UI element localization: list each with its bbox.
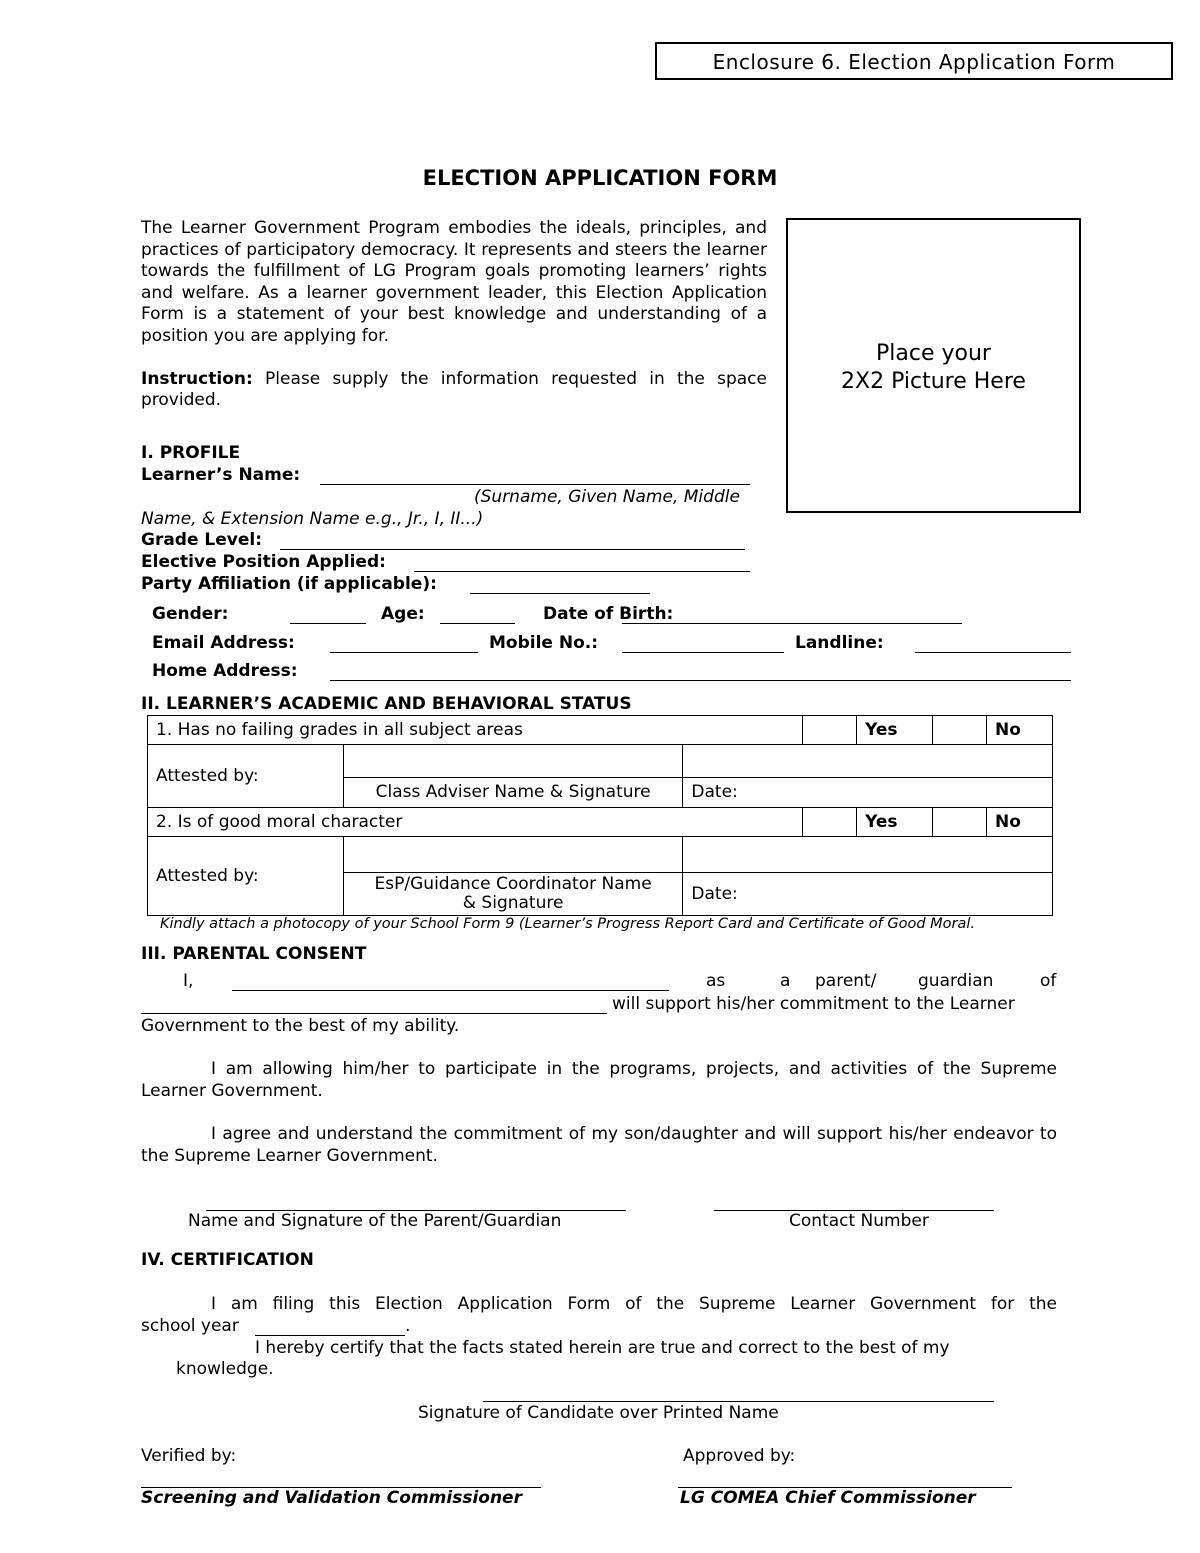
table-row [148, 808, 1053, 837]
table-row [148, 837, 1053, 873]
intro-block [141, 218, 767, 412]
instruction-text: Please supply the information requested in the space provided. [141, 368, 767, 411]
email-field[interactable] [330, 652, 478, 653]
form-title: ELECTION APPLICATION FORM [422, 166, 778, 190]
cert-period: . [405, 1316, 411, 1336]
candidate-signature-line[interactable] [483, 1401, 994, 1402]
age-field[interactable] [440, 623, 515, 624]
consent-of: of [1040, 971, 1057, 991]
consent-as: as [706, 971, 726, 991]
landline-field[interactable] [915, 652, 1071, 653]
comea-commissioner: LG COMEA Chief Commissioner [680, 1488, 976, 1508]
cert-line-3: knowledge. [176, 1359, 274, 1379]
esp-caption-2: & Signature [462, 893, 564, 914]
approved-label: Approved by: [683, 1446, 796, 1466]
consent-paragraph-2: I am allowing him/her to participate in the programs, projects, and activities of the Supreme Learner Government. [141, 1059, 1057, 1101]
consent-i: I, [183, 971, 194, 991]
gender-label: Gender: [152, 604, 229, 624]
no-label-1: No [986, 716, 1052, 745]
landline-label: Landline: [795, 633, 884, 653]
contact-number-caption: Contact Number [789, 1211, 929, 1231]
mobile-field[interactable] [622, 652, 784, 653]
name-label: Learner’s Name: [141, 465, 301, 485]
photo-line-2: 2X2 Picture Here [841, 369, 1026, 394]
cert-line-2: I hereby certify that the facts stated herein are true and correct to the best of my [255, 1338, 950, 1358]
verified-label: Verified by: [141, 1446, 237, 1466]
screening-commissioner: Screening and Validation Commissioner [141, 1488, 522, 1508]
name-hint-1: (Surname, Given Name, Middle [474, 487, 740, 507]
photo-placeholder [788, 340, 1079, 396]
party-field[interactable] [470, 593, 650, 594]
name-field[interactable] [320, 484, 750, 485]
age-label: Age: [381, 604, 425, 624]
esp-caption [343, 873, 683, 916]
date-label-1: Date: [683, 777, 1053, 807]
name-hint-2: Name, & Extension Name e.g., Jr., I, II...) [141, 509, 484, 529]
parent-name-field[interactable] [232, 990, 669, 991]
grade-label: Grade Level: [141, 530, 263, 550]
status-heading: II. LEARNER’S ACADEMIC AND BEHAVIORAL STATUS [141, 694, 632, 714]
consent-support-2: Government to the best of my ability. [141, 1016, 460, 1036]
attach-note: Kindly attach a photocopy of your School Form 9 (Learner’s Progress Report Card and Certificate of Good Moral. [160, 916, 976, 932]
dob-label: Date of Birth: [543, 604, 674, 624]
address-field[interactable] [330, 680, 1071, 681]
consent-a: a [780, 971, 791, 991]
party-label: Party Affiliation (if applicable): [141, 574, 437, 594]
table-row [148, 716, 1053, 745]
consent-paragraph-3: I agree and understand the commitment of my son/daughter and will support his/her endeavor to the Supreme Learner Government. [141, 1124, 1057, 1166]
instruction-paragraph [141, 369, 767, 412]
no-label-2: No [986, 808, 1052, 837]
photo-box[interactable] [786, 218, 1081, 513]
candidate-signature-caption: Signature of Candidate over Printed Name [418, 1403, 779, 1423]
photo-line-1: Place your [876, 341, 991, 366]
status-item-2: 2. Is of good moral character [148, 808, 803, 837]
instruction-label: Instruction: [141, 368, 253, 389]
enclosure-label: Enclosure 6. Election Application Form [655, 42, 1173, 80]
yes-label-2: Yes [857, 808, 933, 837]
consent-guardian: guardian [918, 971, 994, 991]
yes-checkbox-1[interactable] [803, 716, 857, 745]
grade-field[interactable] [280, 549, 745, 550]
adviser-date-field[interactable] [683, 745, 1053, 778]
school-year-field[interactable] [255, 1335, 405, 1336]
profile-heading: I. PROFILE [141, 443, 241, 463]
yes-checkbox-2[interactable] [803, 808, 857, 837]
status-item-1: 1. Has no failing grades in all subject areas [148, 716, 803, 745]
learner-name-field[interactable] [141, 1013, 607, 1014]
cert-line-1: I am filing this Election Application Form of the Supreme Learner Government for the [211, 1294, 1057, 1314]
email-label: Email Address: [152, 633, 295, 653]
consent-heading: III. PARENTAL CONSENT [141, 944, 367, 964]
no-checkbox-1[interactable] [933, 716, 987, 745]
gender-field[interactable] [290, 623, 366, 624]
consent-parent: parent/ [815, 971, 877, 991]
attested-label-2: Attested by: [148, 837, 344, 916]
parent-signature-caption: Name and Signature of the Parent/Guardian [188, 1211, 562, 1231]
no-checkbox-2[interactable] [933, 808, 987, 837]
cert-school-year-label: school year [141, 1316, 239, 1336]
intro-paragraph: The Learner Government Program embodies the ideals, principles, and practices of participatory democracy. It represents and steers the learner towards the fulfillment of LG Program goals promoting learners’ rights and welfare. As a learner government leader, this Election Application Form is a statement of your best knowledge and understanding of a position you are applying for. [141, 218, 767, 346]
consent-support: will support his/her commitment to the Learner [612, 994, 1015, 1014]
dob-field[interactable] [622, 623, 962, 624]
yes-label-1: Yes [857, 716, 933, 745]
attested-label-1: Attested by: [148, 745, 344, 808]
adviser-caption: Class Adviser Name & Signature [343, 777, 683, 807]
adviser-signature-field[interactable] [343, 745, 683, 778]
esp-date-field[interactable] [683, 837, 1053, 873]
status-table [147, 715, 1053, 916]
position-label: Elective Position Applied: [141, 552, 386, 572]
position-field[interactable] [414, 571, 750, 572]
esp-signature-field[interactable] [343, 837, 683, 873]
table-row [148, 745, 1053, 778]
date-label-2: Date: [683, 873, 1053, 916]
esp-caption-1: EsP/Guidance Coordinator Name [374, 874, 652, 895]
address-label: Home Address: [152, 661, 298, 681]
certification-heading: IV. CERTIFICATION [141, 1250, 314, 1270]
mobile-label: Mobile No.: [489, 633, 599, 653]
